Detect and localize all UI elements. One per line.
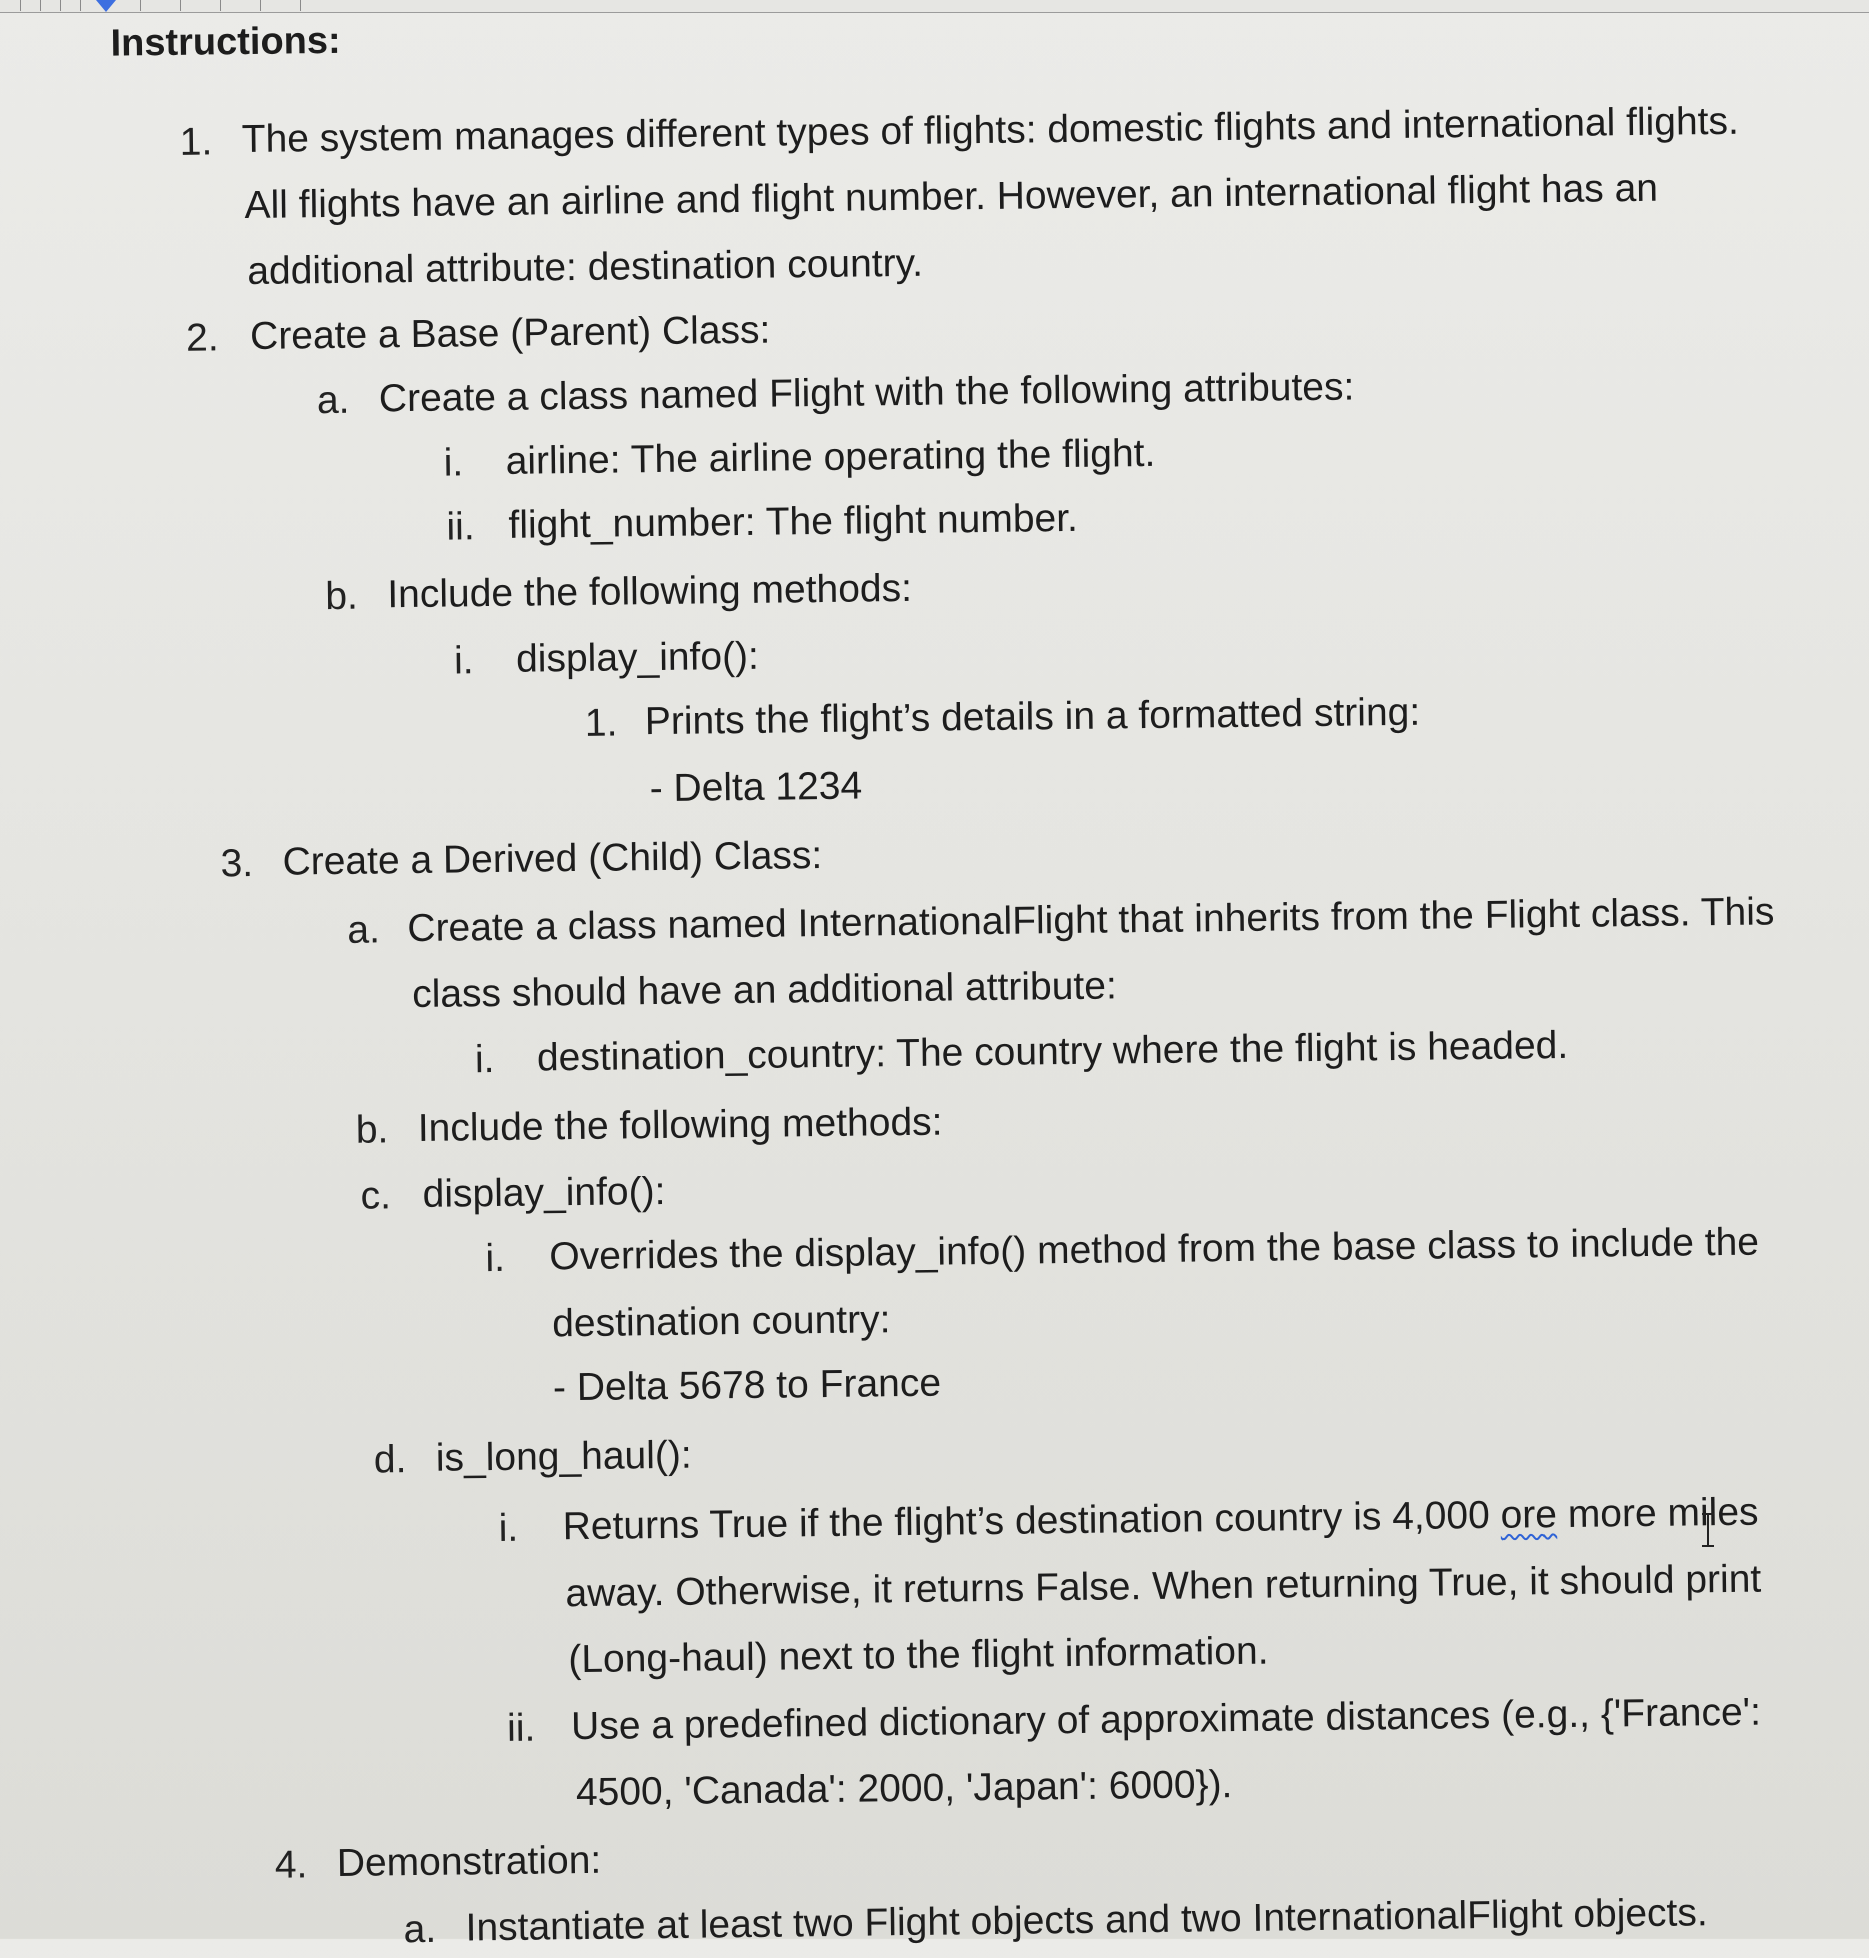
list-item-text-part: Returns True if the flight’s destination country is 4,000 <box>562 1493 1501 1549</box>
list-number: i. <box>443 441 464 485</box>
list-item-text: Instantiate at least two Flight objects and two InternationalFlight objects. <box>465 1891 1708 1950</box>
list-item-text: display_info(): <box>422 1169 666 1216</box>
list-number: i. <box>453 639 474 683</box>
page-heading: Instructions: <box>110 19 341 65</box>
list-number: 1. <box>584 701 618 745</box>
list-item-text <box>562 1490 1758 1551</box>
list-number: ii. <box>506 1706 536 1750</box>
list-item-text: flight_number: The flight number. <box>508 496 1079 547</box>
list-number: a. <box>316 378 350 423</box>
list-number: 2. <box>185 316 219 360</box>
list-item-text: Create a Derived (Child) Class: <box>282 834 823 884</box>
list-item-text: The system manages different types of flights: domestic flights and international flights. <box>241 99 1740 162</box>
list-item-text: destination_country: The country where the flight is headed. <box>536 1023 1569 1080</box>
list-item-text: class should have an additional attribute: <box>411 964 1118 1017</box>
example-output: - Delta 1234 <box>649 764 863 811</box>
list-number: 3. <box>220 841 254 886</box>
list-item-text: Prints the flight’s details in a formatted string: <box>644 690 1421 744</box>
list-item-text: Demonstration: <box>336 1838 602 1886</box>
list-item-text: Create a class named InternationalFlight that inherits from the Flight class. This <box>407 890 1775 951</box>
list-item-text: away. Otherwise, it returns False. When returning True, it should print <box>565 1557 1762 1616</box>
list-number: a. <box>403 1907 437 1952</box>
list-item-text: airline: The airline operating the flight. <box>505 431 1156 483</box>
list-item-text: Overrides the display_info() method from the base class to include the <box>549 1220 1760 1279</box>
text-cursor-icon <box>1700 1512 1716 1548</box>
list-item-text: destination country: <box>551 1298 891 1346</box>
list-item-text: additional attribute: destination country. <box>247 241 924 293</box>
list-item-text: is_long_haul(): <box>435 1433 692 1480</box>
list-number: 1. <box>179 120 213 164</box>
list-number: i. <box>485 1236 506 1281</box>
list-item-text: (Long-haul) next to the flight information. <box>568 1629 1269 1682</box>
list-number: a. <box>347 908 381 952</box>
list-number: b. <box>355 1108 389 1152</box>
list-number: c. <box>360 1174 392 1218</box>
list-number: b. <box>325 574 359 619</box>
list-item-text-part: more miles <box>1556 1490 1759 1537</box>
list-item-text: Use a predefined dictionary of approximate distances (e.g., {'France': <box>570 1690 1762 1749</box>
list-item-text: All flights have an airline and flight number. However, an international flight has an <box>244 166 1659 228</box>
spellcheck-error-word[interactable]: ore <box>1500 1493 1558 1537</box>
list-number: ii. <box>446 505 475 549</box>
example-output: - Delta 5678 to France <box>552 1361 942 1410</box>
list-number: i. <box>498 1506 519 1551</box>
list-number: d. <box>373 1438 407 1482</box>
list-item-text: 4500, 'Canada': 2000, 'Japan': 6000}). <box>575 1763 1233 1815</box>
list-item-text: Create a class named Flight with the following attributes: <box>378 365 1355 421</box>
list-number: i. <box>474 1038 495 1082</box>
list-item-text: Include the following methods: <box>417 1100 943 1150</box>
list-number: 4. <box>274 1843 308 1887</box>
list-item-text: display_info(): <box>515 634 760 681</box>
list-item-text: Include the following methods: <box>387 566 913 617</box>
list-item-text: Create a Base (Parent) Class: <box>249 308 771 358</box>
